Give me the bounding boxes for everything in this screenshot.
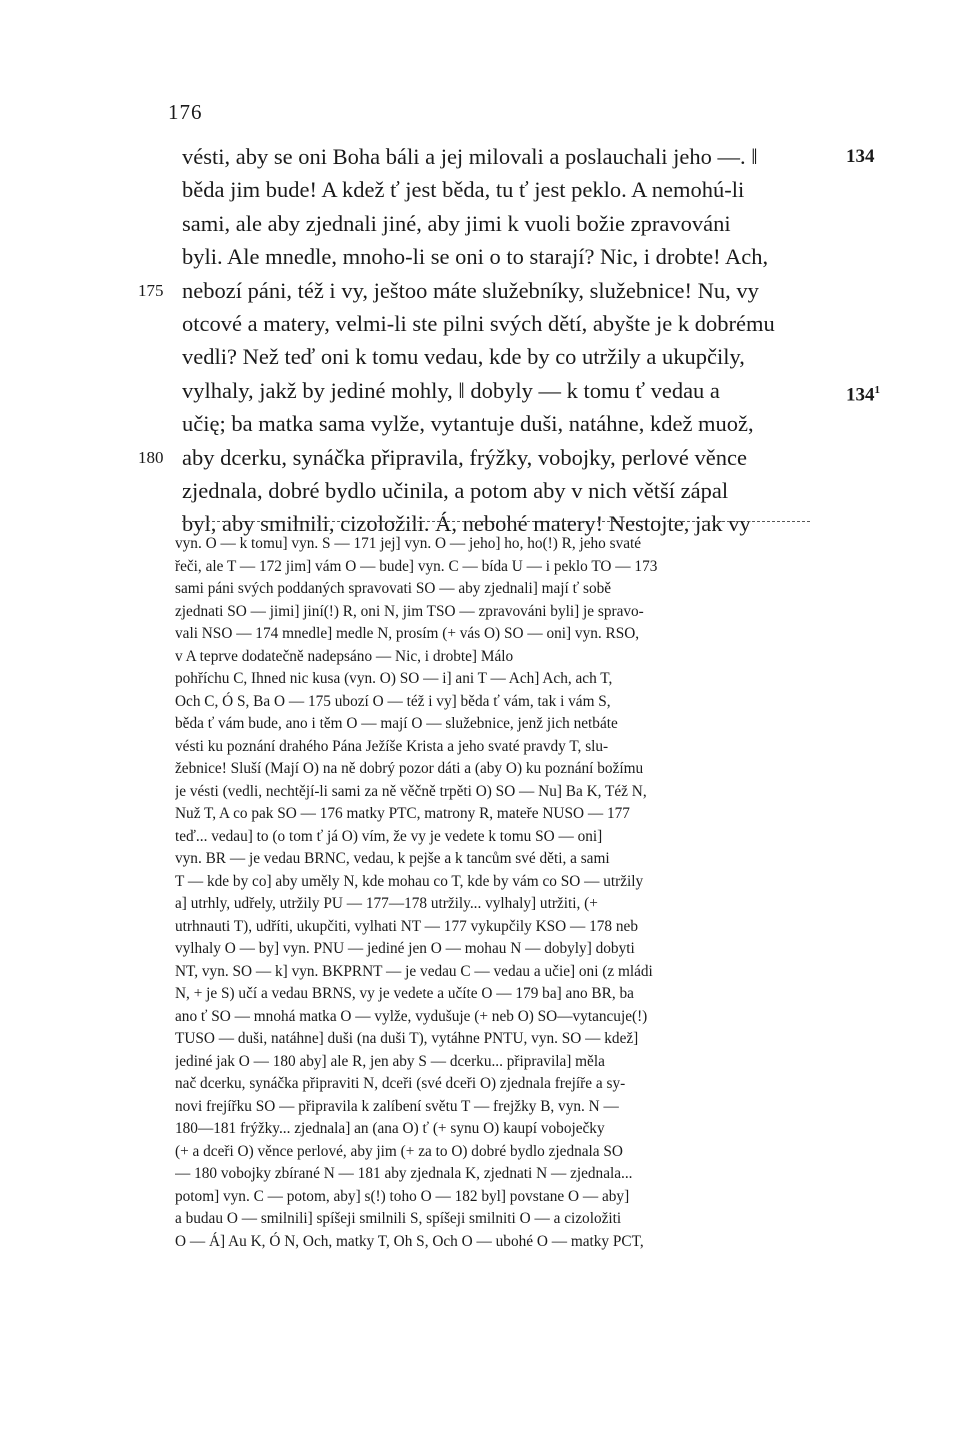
main-text-line-content: vylhaly, jakž by jediné mohly, ‖ dobyly — k tomu ť vedau a [182,377,720,403]
apparatus-line: novi frejířku SO — připravila k zalíbení světu T — frejžky B, vyn. N — [175,1097,619,1115]
main-text-line-content: byli. Ale mnedle, mnoho-li se oni o to starají? Nic, i drobte! Ach, [182,244,769,270]
line-number: 180 [138,447,164,467]
folio-reference [846,374,880,412]
main-text-line-content: zjednala, dobré bydlo učinila, a potom aby v nich větší zápal [182,477,729,503]
main-text-line [138,274,828,307]
page-number: 176 [168,100,203,124]
apparatus-line: Och C, Ó S, Ba O — 175 ubozí O — též i vy] běda ť vám, tak i vám S, [175,692,611,710]
main-text [138,140,880,541]
apparatus-line: teď... vedau] to (o tom ť já O) vím, že vy je vedete k tomu SO — oni] [175,827,603,845]
apparatus-line: ano ť SO — mnohá matka O — vylže, vydušuje (+ neb O) SO—vytancuje(!) [175,1007,648,1025]
folio-number: 134 [846,384,875,406]
main-text-line-content: otcové a matery, velmi-li ste pilni svých dětí, abyšte je k dobrému [182,310,775,336]
apparatus-line: sami páni svých poddaných spravovati SO — aby zjednali] mají ť sobě [175,580,612,597]
main-text-line [182,474,828,507]
apparatus-line: v A teprve dodatečně nadepsáno — Nic, i drobte] Málo [175,647,514,665]
main-text-line [182,340,828,373]
apparatus-line: T — kde by co] aby uměly N, kde mohau co T, kde by vám co SO — utržily [175,872,644,890]
apparatus-line: vylhaly O — by] vyn. PNU — jediné jen O — mohau N — dobyly] dobyti [175,940,635,957]
main-text-line-content: sami, ale aby zjednali jiné, aby jimi k vuoli božie zpravováni [182,210,731,236]
main-text-line-content: byl, aby smilnili, cizoložili. Á, nebohé matery! Nestojte, jak vy [182,511,751,537]
apparatus-line: a budau O — smilnili] spíšeji smilnili S, spíšeji smilniti O — a cizoložiti [175,1210,622,1227]
apparatus-line: je vésti (vedli, nechtějí-li sami za ně věčně trpěti O) SO — Nu] Ba K, Též N, [175,782,647,800]
apparatus-line: utrhnauti T), udříti, ukupčiti, vylhati NT — 177 vykupčily KSO — 178 neb [175,917,638,935]
apparatus-line: vali NSO — 174 mnedle] medle N, prosím (+ vás O) SO — oni] vyn. RSO, [175,625,640,642]
main-text-line [182,207,828,240]
apparatus-line: potom] vyn. C — potom, aby] s(!) toho O — 182 byl] povstane O — aby] [175,1187,630,1205]
main-text-line [138,441,828,474]
apparatus-line: a] utrhly, udřely, utržily PU — 177—178 utržily... vylhaly] utržiti, (+ [175,895,598,912]
apparatus-line: žebnice! Sluší (Mají O) na ně dobrý pozor dáti a (aby O) ku poznání božímu [175,760,644,777]
apparatus-line: pohříchu C, Ihned nic kusa (vyn. O) SO — i] ani T — Ach] Ach, ach T, [175,670,613,687]
main-text-line-content: nebozí páni, též i vy, ještoo máte služebníky, služebnice! Nu, vy [182,277,759,303]
main-text-line [182,240,828,273]
line-number: 175 [138,280,164,300]
folio-number: 134 [846,146,875,167]
folio-reference [846,140,875,173]
apparatus-line: běda ť vám bude, ano i těm O — mají O — služebnice, jenž jich netbáte [175,715,618,732]
apparatus-line: NT, vyn. SO — k] vyn. BKPRNT — je vedau C — vedau a učie] oni (z mládi [175,962,653,980]
apparatus-line: vyn. O — k tomu] vyn. S — 171 jej] vyn. O — jeho] ho, ho(!) R, jeho svaté [175,535,642,552]
apparatus-line: vésti ku poznání drahého Pána Ježíše Krista a jeho svaté pravdy T, slu- [175,737,609,755]
folio-verso-mark: 1 [874,383,880,396]
apparatus-line: jediné jak O — 180 aby] ale R, jen aby S — dcerku... připravila] měla [175,1052,605,1070]
apparatus-line: N, + je S) učí a vedau BRNS, vy je vedete a učíte O — 179 ba] ano BR, ba [175,985,634,1002]
main-text-line-content: běda jim bude! A kdež ť jest běda, tu ť jest peklo. A nemohú-li [182,177,745,203]
main-text-line [182,407,828,440]
apparatus-line: TUSO — duši, natáhne] duši (na duši T), vytáhne PNTU, vyn. SO — kdež] [175,1030,639,1047]
apparatus-line: vyn. BR — je vedau BRNC, vedau, k pejše a k tancům své děti, a sami [175,850,610,867]
apparatus-line: (+ a dceři O) věnce perlové, aby jim (+ za to O) dobré bydlo zjednala SO [175,1142,623,1160]
main-text-line-content: vedli? Než teď oni k tomu vedau, kde by co utržily a ukupčily, [182,344,745,370]
critical-apparatus [175,533,819,1253]
main-text-line [182,140,875,173]
main-text-line-content: vésti, aby se oni Boha báli a jej milovali a poslauchali jeho —. ‖ [182,144,758,169]
apparatus-line: zjednati SO — jimi] jiní(!) R, oni N, jim TSO — zpravováni byli] je spravo- [175,602,644,620]
apparatus-line: — 180 vobojky zbírané N — 181 aby zjednala K, zjednati N — zjednala... [175,1165,633,1182]
main-text-line [182,173,828,206]
footnote-divider [182,521,810,522]
apparatus-line: 180—181 frýžky... zjednala] an (ana O) ť (+ synu O) kaupí voboječky [175,1120,605,1137]
main-text-line-content: učię; ba matka sama vylže, vytantuje duši, natáhne, kdež muož, [182,411,754,437]
apparatus-line: řeči, ale T — 172 jim] vám O — bude] vyn. C — bída U — i peklo TO — 173 [175,557,658,575]
apparatus-line: O — Á] Au K, Ó N, Och, matky T, Oh S, Och O — ubohé O — matky PCT, [175,1232,644,1250]
main-text-line [182,374,880,407]
apparatus-line: nač dcerku, synáčka připraviti N, dceři (své dceři O) zjednala frejíře a sy- [175,1075,626,1092]
main-text-line [182,307,828,340]
apparatus-line: Nuž T, A co pak SO — 176 matky PTC, matrony R, mateře NUSO — 177 [175,805,630,822]
main-text-line-content: aby dcerku, synáčka připravila, frýžky, vobojky, perlové věnce [182,444,747,470]
